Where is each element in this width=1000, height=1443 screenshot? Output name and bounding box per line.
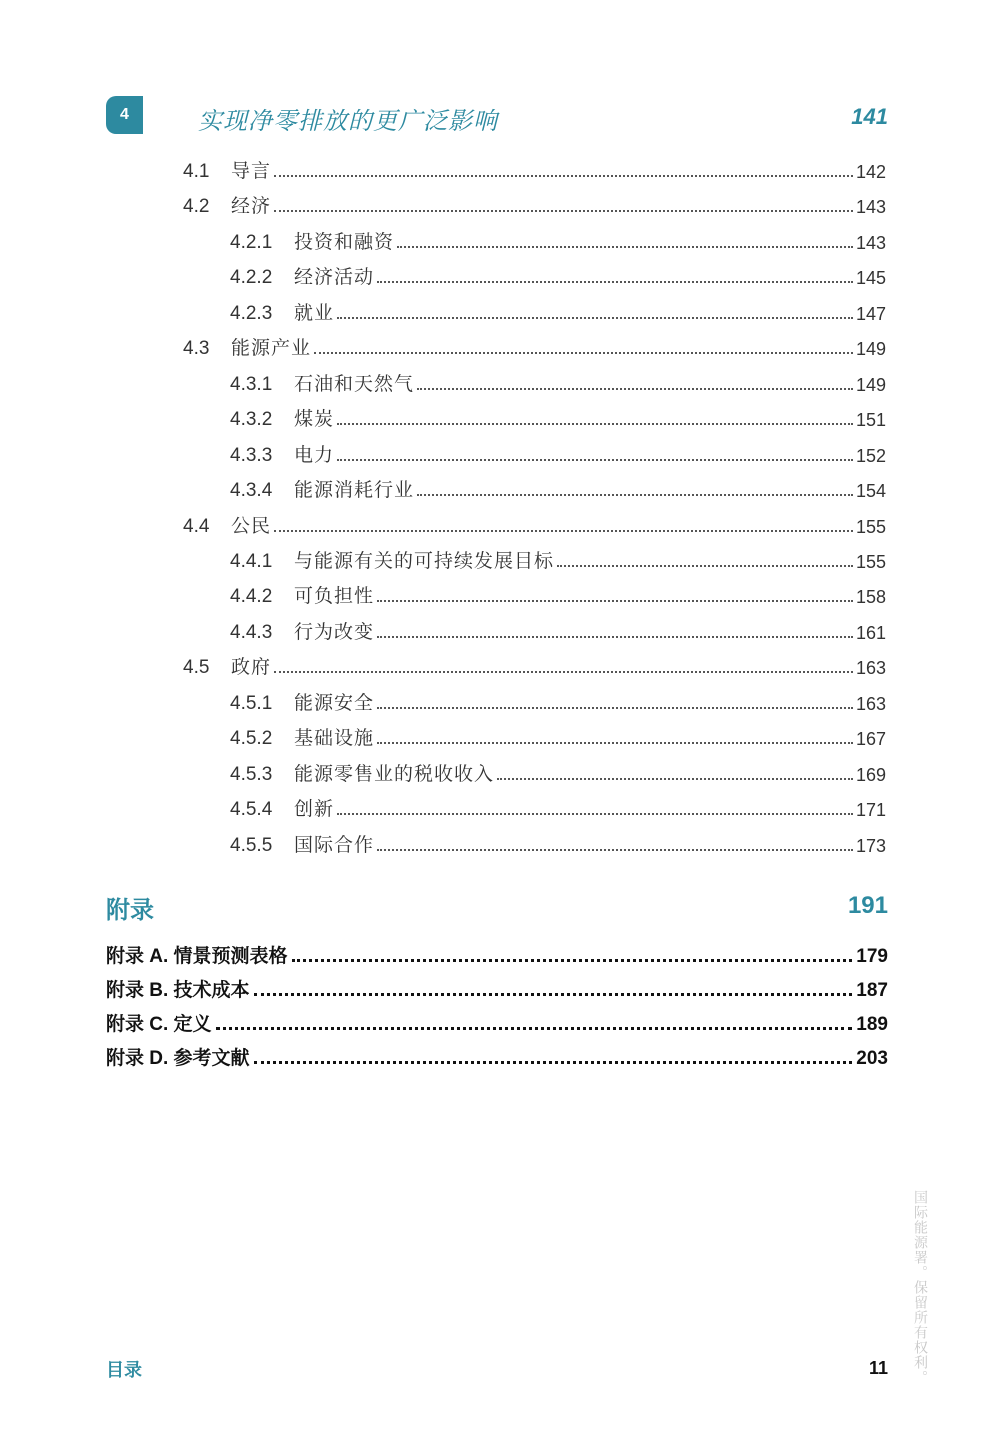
appendix-heading[interactable]: 附录 <box>106 897 154 924</box>
toc-entry-label: 创新 <box>294 799 335 821</box>
toc-entry-page: 149 <box>855 339 886 360</box>
dot-leader <box>337 813 853 815</box>
toc-entry-page: 147 <box>855 303 886 324</box>
appendix-entry-label: 附录 D. 参考文献 <box>106 1048 250 1069</box>
appendix-entry-page: 189 <box>856 1014 888 1035</box>
dot-leader <box>377 636 853 638</box>
dot-leader <box>274 530 853 532</box>
toc-entry-page: 149 <box>855 374 886 395</box>
toc-entry-number: 4.2.2 <box>230 267 273 289</box>
dot-leader <box>377 281 853 283</box>
dot-leader <box>337 317 853 319</box>
toc-entry-label: 可负担性 <box>294 586 375 608</box>
toc-entry-number: 4.5.2 <box>230 728 273 750</box>
toc-entry-label: 石油和天然气 <box>294 373 415 395</box>
dot-leader <box>397 246 853 248</box>
toc-entry-page: 155 <box>855 551 886 572</box>
dot-leader <box>274 210 853 212</box>
toc-entry[interactable] <box>230 401 886 431</box>
toc-entry-number: 4.4.3 <box>230 621 273 643</box>
toc-entry[interactable] <box>230 472 886 502</box>
toc-entry-label: 公民 <box>231 515 272 537</box>
toc-entry-number: 4.2.1 <box>230 231 273 253</box>
toc-entry-number: 4.5 <box>183 657 210 679</box>
chapter-page-number[interactable]: 141 <box>851 104 888 129</box>
dot-leader <box>377 707 853 709</box>
toc-entry-page: 173 <box>855 835 886 856</box>
toc-entry[interactable] <box>183 188 886 218</box>
toc-entry[interactable] <box>230 720 886 750</box>
toc-entry-number: 4.4.1 <box>230 550 273 572</box>
footer-section-label: 目录 <box>106 1360 142 1380</box>
toc-entry[interactable] <box>230 543 886 573</box>
appendix-entry-label: 附录 B. 技术成本 <box>106 980 250 1001</box>
footer-page-number: 11 <box>868 1358 888 1378</box>
appendix-entry[interactable] <box>106 940 888 968</box>
appendix-entry-label: 附录 C. 定义 <box>106 1014 212 1035</box>
appendix-entry-page: 187 <box>856 980 888 1001</box>
chapter-number-badge: 4 <box>106 96 143 134</box>
toc-entry[interactable] <box>183 508 886 538</box>
toc-entry-label: 能源产业 <box>231 338 312 360</box>
appendix-entry[interactable] <box>106 1042 888 1070</box>
toc-entry-label: 基础设施 <box>294 728 375 750</box>
toc-entry[interactable] <box>183 153 886 183</box>
toc-entry-number: 4.5.3 <box>230 763 273 785</box>
dot-leader <box>417 388 853 390</box>
dot-leader <box>337 459 853 461</box>
appendix-entry-label: 附录 A. 情景预测表格 <box>106 946 288 967</box>
appendix-entry-page: 203 <box>856 1048 888 1069</box>
toc-entry-label: 导言 <box>231 161 272 182</box>
dot-leader <box>377 742 853 744</box>
dot-leader <box>337 423 853 425</box>
dot-leader <box>274 175 853 177</box>
toc-entry-page: 154 <box>855 481 886 502</box>
dot-leader <box>314 352 853 354</box>
toc-entry[interactable] <box>230 685 886 715</box>
toc-entry-label: 行为改变 <box>294 621 375 643</box>
toc-entry-number: 4.2 <box>183 196 210 218</box>
toc-entry-number: 4.4 <box>183 515 210 537</box>
toc-entry-page: 143 <box>855 197 886 218</box>
toc-entry-number: 4.1 <box>183 161 210 182</box>
toc-entry-page: 163 <box>855 658 886 679</box>
toc-entry-label: 电力 <box>294 444 335 466</box>
toc-entry-label: 能源安全 <box>294 692 375 714</box>
chapter-title[interactable]: 实现净零排放的更广泛影响 <box>198 108 498 135</box>
appendix-entry[interactable] <box>106 1008 888 1036</box>
toc-entry-label: 政府 <box>231 657 272 679</box>
appendix-entry[interactable] <box>106 974 888 1002</box>
toc-entry[interactable] <box>230 259 886 289</box>
toc-entry-page: 169 <box>855 764 886 785</box>
toc-entry-page: 158 <box>855 587 886 608</box>
toc-entry-page: 171 <box>855 800 886 821</box>
toc-entry-label: 能源消耗行业 <box>294 480 415 502</box>
dot-leader <box>216 1027 853 1030</box>
toc-entry-page: 163 <box>855 693 886 714</box>
toc-entry[interactable] <box>230 791 886 821</box>
toc-entry-label: 就业 <box>294 302 335 324</box>
dot-leader <box>292 959 853 962</box>
toc-entry-number: 4.5.1 <box>230 692 273 714</box>
appendix-entry-page: 179 <box>856 946 888 967</box>
toc-entry[interactable] <box>230 827 886 857</box>
toc-entry-page: 151 <box>855 410 886 431</box>
dot-leader <box>254 993 853 996</box>
dot-leader <box>417 494 853 496</box>
toc-entry[interactable] <box>230 295 886 325</box>
toc-entry-page: 161 <box>855 622 886 643</box>
toc-entry[interactable] <box>230 437 886 467</box>
toc-entry[interactable] <box>230 224 886 254</box>
copyright-watermark: 国际能源署。保留所有权利。 <box>912 1190 928 1385</box>
toc-entry-label: 国际合作 <box>294 834 375 856</box>
toc-entry[interactable] <box>230 578 886 608</box>
toc-entry-number: 4.5.5 <box>230 834 273 856</box>
dot-leader <box>274 671 853 673</box>
toc-entry-label: 与能源有关的可持续发展目标 <box>294 550 555 572</box>
toc-entry[interactable] <box>230 366 886 396</box>
toc-entry[interactable] <box>183 649 886 679</box>
toc-entry[interactable] <box>230 756 886 786</box>
chapter-header <box>106 96 888 136</box>
toc-entry[interactable] <box>183 330 886 360</box>
toc-entry-number: 4.3.3 <box>230 444 273 466</box>
toc-entry-number: 4.3.4 <box>230 480 273 502</box>
toc-entry-number: 4.3.1 <box>230 373 273 395</box>
dot-leader <box>377 600 853 602</box>
toc-entry[interactable] <box>230 614 886 644</box>
appendix-page-number[interactable]: 191 <box>847 892 888 919</box>
toc-entry-number: 4.2.3 <box>230 302 273 324</box>
dot-leader <box>377 849 853 851</box>
toc-entry-number: 4.5.4 <box>230 799 273 821</box>
toc-entry-page: 143 <box>855 232 886 253</box>
dot-leader <box>254 1061 853 1064</box>
toc-entry-label: 煤炭 <box>294 409 335 431</box>
toc-entry-page: 167 <box>855 729 886 750</box>
toc-entry-label: 经济 <box>231 196 272 218</box>
toc-entry-label: 能源零售业的税收收入 <box>294 763 495 785</box>
dot-leader <box>557 565 853 567</box>
toc-entry-page: 152 <box>855 445 886 466</box>
toc-entry-label: 投资和融资 <box>294 231 395 253</box>
toc-entry-number: 4.3 <box>183 338 210 360</box>
toc-entry-page: 142 <box>855 162 886 182</box>
toc-entry-number: 4.3.2 <box>230 409 273 431</box>
dot-leader <box>497 778 853 780</box>
toc-entry-page: 145 <box>855 268 886 289</box>
toc-entry-page: 155 <box>855 516 886 537</box>
toc-entry-number: 4.4.2 <box>230 586 273 608</box>
toc-entry-label: 经济活动 <box>294 267 375 289</box>
